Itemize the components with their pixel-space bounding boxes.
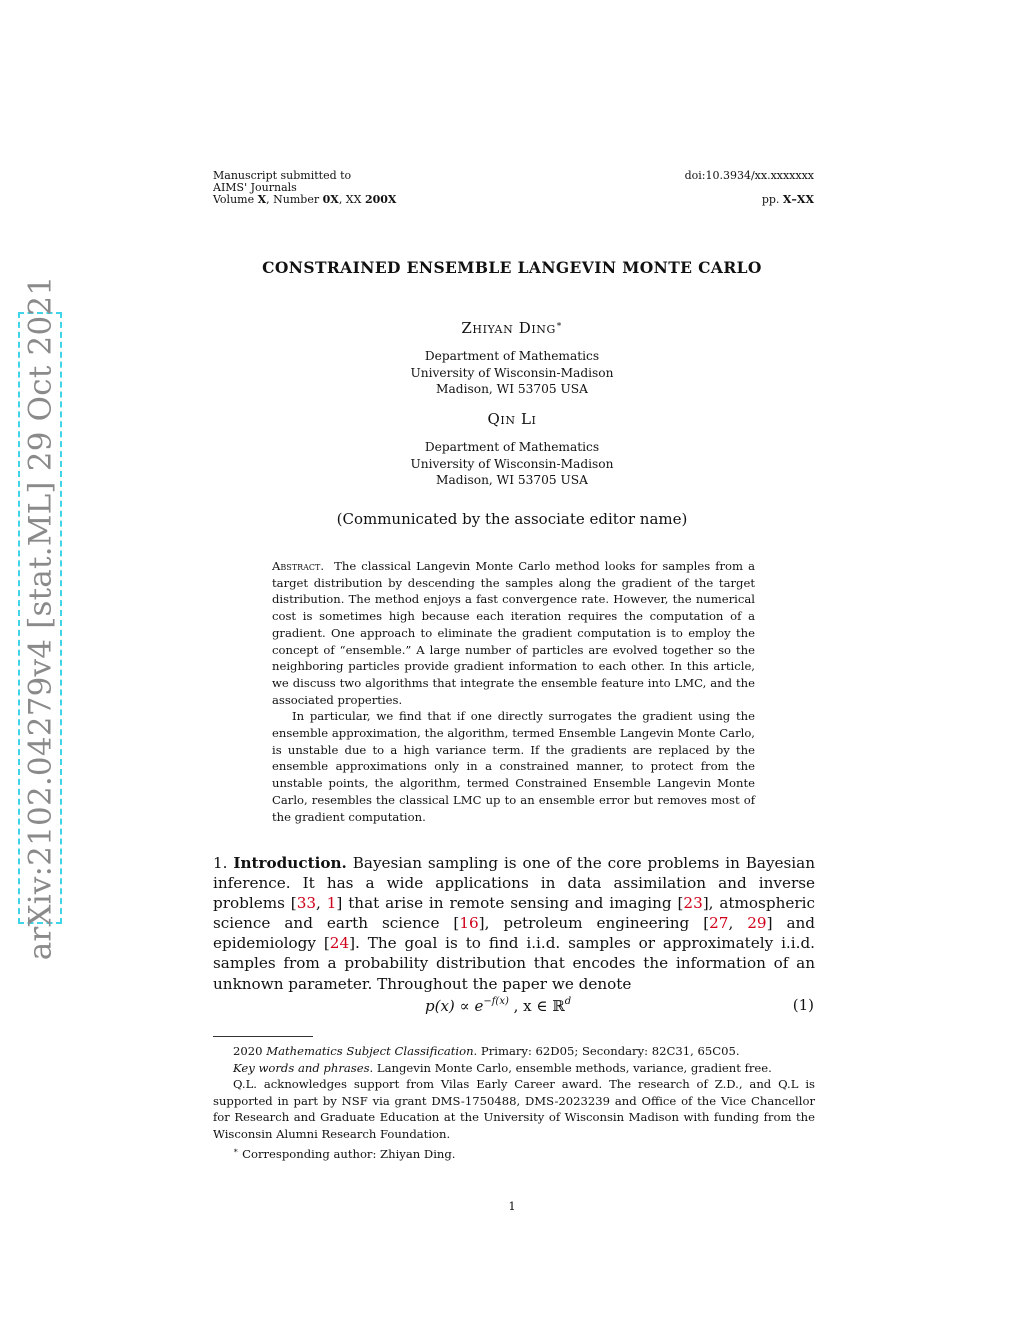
citation-link[interactable]: 1 [326,894,337,913]
header-volume-line: Volume X, Number 0X, XX 200X [213,193,397,206]
footnote-msc: 2020 Mathematics Subject Classification. Primary: 62D05; Secondary: 82C31, 65C05. [233,1044,740,1058]
abstract [272,558,755,825]
doi-header [685,170,814,206]
citation-link[interactable]: 24 [329,934,350,953]
communicated-by: (Communicated by the associate editor name) [336,510,688,528]
citation-link[interactable]: 16 [459,914,479,933]
abstract-label: Abstract. [272,559,325,573]
footnote-acknowledgement: Q.L. acknowledges support from Vilas Early Career award. The research of Z.D., and Q.L is supported in part by NSF via grant DMS-1750488, DMS-2023239 and Office of the Vice Chancellor for Research and Graduate Education at the University of Wisconsin Madison with funding from the Wisconsin Alumni Research Foundation. [213,1077,815,1141]
abstract-paragraph-1: Abstract. The classical Langevin Monte Carlo method looks for samples from a target distribution by descending the samples along the gradient of the target distribution. The method enjoys a fast convergence rate. However, the numerical cost is sometimes high because each iteration requires the computation of a gradient. One approach to eliminate the gradient computation is to employ the concept of “ensemble.” A large number of particles are evolved together so the neighboring particles provide gradient information to each other. In this article, we discuss two algorithms that integrate the ensemble feature into LMC, and the associated properties. [272,559,755,707]
journal-header [213,170,396,206]
abstract-paragraph-2: In particular, we find that if one directly surrogates the gradient using the ensemble approximation, the algorithm, termed Ensemble Langevin Monte Carlo, is unstable due to a high variance term. If the gradients are replaced by the ensemble approximations only in a constrained manner, to protect from the unstable points, the algorithm, termed Constrained Ensemble Langevin Monte Carlo, resembles the classical LMC up to an ensemble error but removes most of the gradient computation. [272,709,755,824]
author-2-affiliation: Department of Mathematics University of Wisconsin-Madison Madison, WI 53705 USA [410,440,614,487]
arxiv-stamp [18,275,62,961]
citation-link[interactable]: 33 [296,894,317,913]
intro-heading: Introduction. [233,854,347,872]
equation-number: (1) [792,996,814,1014]
footnote-corresponding: ∗ Corresponding author: Zhiyan Ding. [233,1145,456,1161]
arxiv-stamp-text: arXiv:2102.04279v4 [stat.ML] 29 Oct 2021 [22,275,59,961]
paper-title: CONSTRAINED ENSEMBLE LANGEVIN MONTE CARLO [262,258,762,277]
equation-1: $p(x) \propto e^{-f(x)}$ , x ∈ ℝ$^d$ [425,996,572,1015]
introduction-section [213,853,815,994]
citation-link[interactable]: 23 [683,894,703,913]
page-number: 1 [508,1199,516,1213]
author-1-affiliation: Department of Mathematics University of Wisconsin-Madison Madison, WI 53705 USA [410,349,614,396]
author-1-name: Zhiyan Ding∗ [461,319,563,337]
header-line-2: AIMS' Journals [213,181,297,194]
page-range: pp. X–XX [761,193,814,206]
header-line-1: Manuscript submitted to [213,169,352,182]
footnote-keywords: Key words and phrases. Langevin Monte Carlo, ensemble methods, variance, gradient free. [233,1060,772,1075]
footnote-rule [213,1036,313,1037]
author-2-name: Qin Li [487,410,537,428]
doi: doi:10.3934/xx.xxxxxxx [684,169,814,182]
footnotes [213,1043,815,1162]
intro-paragraph: 1. Introduction. Bayesian sampling is one of the core problems in Bayesian inference. It has a wide applications in data assimilation and inverse problems [33, 1] that arise in remote sensing and imaging [23], atmospheric science and earth science [16], petroleum engineering [27, 29] and epidemiology [24]. The goal is to find i.i.d. samples or approximately i.i.d. samples from a probability distribution that encodes the information of an unknown parameter. Throughout the paper we denote [213,854,816,993]
citation-link[interactable]: 27 [709,914,729,933]
citation-link[interactable]: 29 [747,914,767,933]
